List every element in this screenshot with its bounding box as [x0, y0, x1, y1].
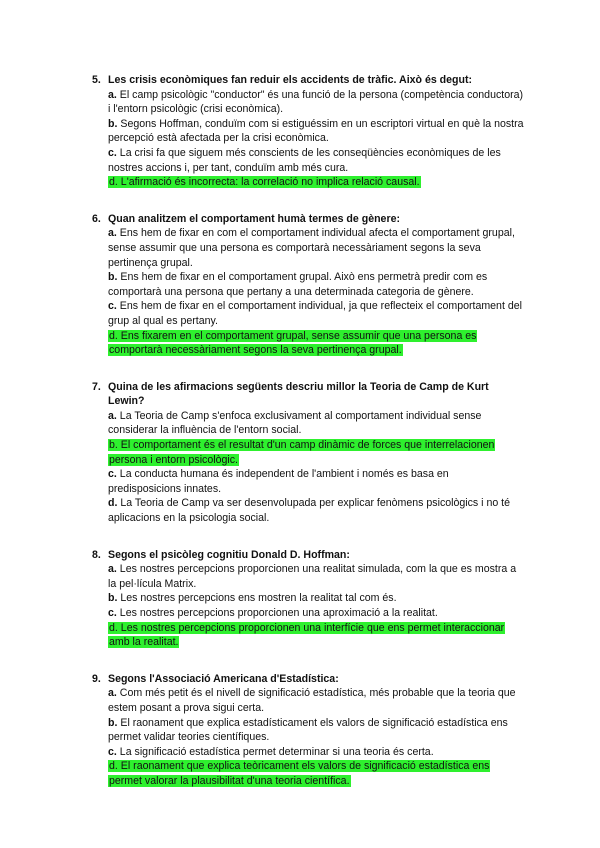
option-letter: d.	[109, 760, 118, 773]
option-text: El comportament és el resultat d'un camp dinàmic de forces que interrelacionen persona i entorn psicològic.	[109, 439, 495, 466]
option-a	[108, 409, 524, 438]
option-text: Ens fixarem en el comportament grupal, sense assumir que una persona es comportarà necessàriament segons la seva pertinença grupal.	[109, 329, 477, 357]
answer-highlight	[108, 622, 505, 649]
option-letter: c.	[108, 146, 117, 159]
question-number: 7.	[92, 380, 101, 393]
option-letter: d.	[109, 329, 118, 342]
question-number: 8.	[92, 548, 101, 561]
option-list	[108, 562, 524, 650]
option-c	[108, 745, 524, 760]
option-d-highlighted	[108, 621, 524, 650]
option-text: El raonament que explica estadísticament els valors de significació estadística ens permet validar teories científiques.	[108, 716, 508, 744]
option-text: Les nostres percepcions proporcionen una aproximació a la realitat.	[119, 607, 438, 619]
option-d	[108, 496, 524, 525]
option-text: Segons Hoffman, conduïm com si estiguéssim en un escriptori virtual en què la nostra percepció està afectada per la crisi econòmica.	[108, 117, 524, 145]
option-c	[108, 146, 524, 175]
answer-highlight	[108, 760, 490, 787]
option-text: Les nostres percepcions proporcionen una realitat simulada, com la que es mostra a la pel·lícula Matrix.	[108, 563, 517, 590]
option-list	[108, 226, 524, 357]
option-b	[108, 270, 524, 299]
question-number: 6.	[92, 212, 101, 225]
option-text: La conducta humana és independent de l'ambient i només es basa en predisposicions innates.	[108, 468, 449, 495]
option-letter: c.	[108, 468, 117, 481]
option-list	[108, 88, 524, 190]
question-8	[92, 548, 524, 650]
option-a	[108, 226, 524, 270]
option-b	[108, 716, 524, 745]
option-a	[108, 686, 524, 715]
option-letter: b.	[108, 592, 118, 605]
option-text: La Teoria de Camp va ser desenvolupada per explicar fenòmens psicològics i no té aplicacions en la psicologia social.	[108, 497, 511, 525]
option-text: La significació estadística permet determinar si una teoria és certa.	[119, 745, 434, 758]
option-c	[108, 606, 524, 621]
option-b	[108, 117, 524, 146]
option-letter: b.	[108, 271, 118, 284]
question-5	[92, 73, 524, 190]
option-text: Ens hem de fixar en el comportament grupal. Això ens permetrà predir com es comportarà una persona que pertany a una determinada categoria de gènere.	[108, 271, 488, 298]
option-text: La crisi fa que siguem més conscients de les conseqüències econòmiques de les nostres accions i, per tant, conduïm amb més cura.	[108, 146, 501, 174]
option-c	[108, 467, 524, 496]
option-letter: d.	[109, 621, 118, 634]
option-text: Les nostres percepcions proporcionen una interfície que ens permet interaccionar amb la realitat.	[109, 621, 505, 649]
option-letter: a.	[108, 88, 117, 101]
option-letter: a.	[108, 687, 117, 700]
option-letter: c.	[108, 607, 117, 619]
question-text: Quan analitzem el comportament humà termes de gènere:	[108, 212, 400, 225]
option-c	[108, 299, 524, 328]
option-list	[108, 686, 524, 788]
option-text: Les nostres percepcions ens mostren la realitat tal com és.	[120, 592, 397, 605]
option-letter: b.	[108, 716, 118, 729]
option-letter: a.	[108, 563, 117, 576]
option-d-highlighted	[108, 175, 524, 190]
answer-highlight	[108, 176, 421, 188]
option-letter: d.	[109, 176, 118, 189]
option-text: Ens hem de fixar en el comportament individual, ja que reflecteix el comportament del grup al qual es pertany.	[108, 300, 522, 327]
question-7	[92, 380, 524, 526]
option-text: L'afirmació és incorrecta: la correlació no implica relació causal.	[120, 176, 420, 189]
option-letter: b.	[109, 439, 118, 452]
option-letter: d.	[108, 497, 118, 510]
option-letter: a.	[108, 227, 117, 240]
answer-highlight	[108, 330, 477, 357]
answer-highlight	[108, 439, 495, 466]
option-d-highlighted	[108, 329, 524, 358]
question-text: Les crisis econòmiques fan reduir els accidents de tràfic. Això és degut:	[108, 74, 473, 86]
question-text: Segons el psicòleg cognitiu Donald D. Hoffman:	[108, 548, 350, 561]
option-letter: b.	[108, 117, 118, 130]
option-a	[108, 88, 524, 117]
option-letter: c.	[108, 300, 117, 313]
question-text: Quina de les afirmacions següents descriu millor la Teoria de Camp de Kurt Lewin?	[108, 380, 489, 408]
question-6	[92, 212, 524, 358]
question-text: Segons l'Associació Americana d'Estadística:	[108, 672, 339, 685]
option-letter: a.	[108, 409, 117, 422]
question-list	[92, 73, 524, 811]
option-text: Com més petit és el nivell de significació estadística, més probable que la teoria que estem posant a prova sigui certa.	[108, 687, 516, 714]
option-list	[108, 409, 524, 526]
question-9	[92, 672, 524, 789]
option-text: La Teoria de Camp s'enfoca exclusivament al comportament individual sense considerar la influència de l'entorn social.	[108, 409, 482, 437]
option-letter: c.	[108, 745, 117, 758]
option-text: Ens hem de fixar en com el comportament individual afecta el comportament grupal, sense assumir que una persona es comportarà necessàriament segons la seva pertinença grupal.	[108, 227, 515, 269]
option-text: El raonament que explica teòricament els valors de significació estadística ens permet valorar la plausibilitat d'una teoria científica.	[109, 760, 490, 787]
option-a	[108, 562, 524, 591]
option-b-highlighted	[108, 438, 524, 467]
question-number: 5.	[92, 74, 101, 86]
option-d-highlighted	[108, 759, 524, 788]
option-text: El camp psicològic "conductor" és una funció de la persona (competència conductora) i l'entorn psicològic (crisi econòmica).	[108, 88, 524, 116]
question-number: 9.	[92, 672, 101, 685]
option-b	[108, 591, 524, 606]
